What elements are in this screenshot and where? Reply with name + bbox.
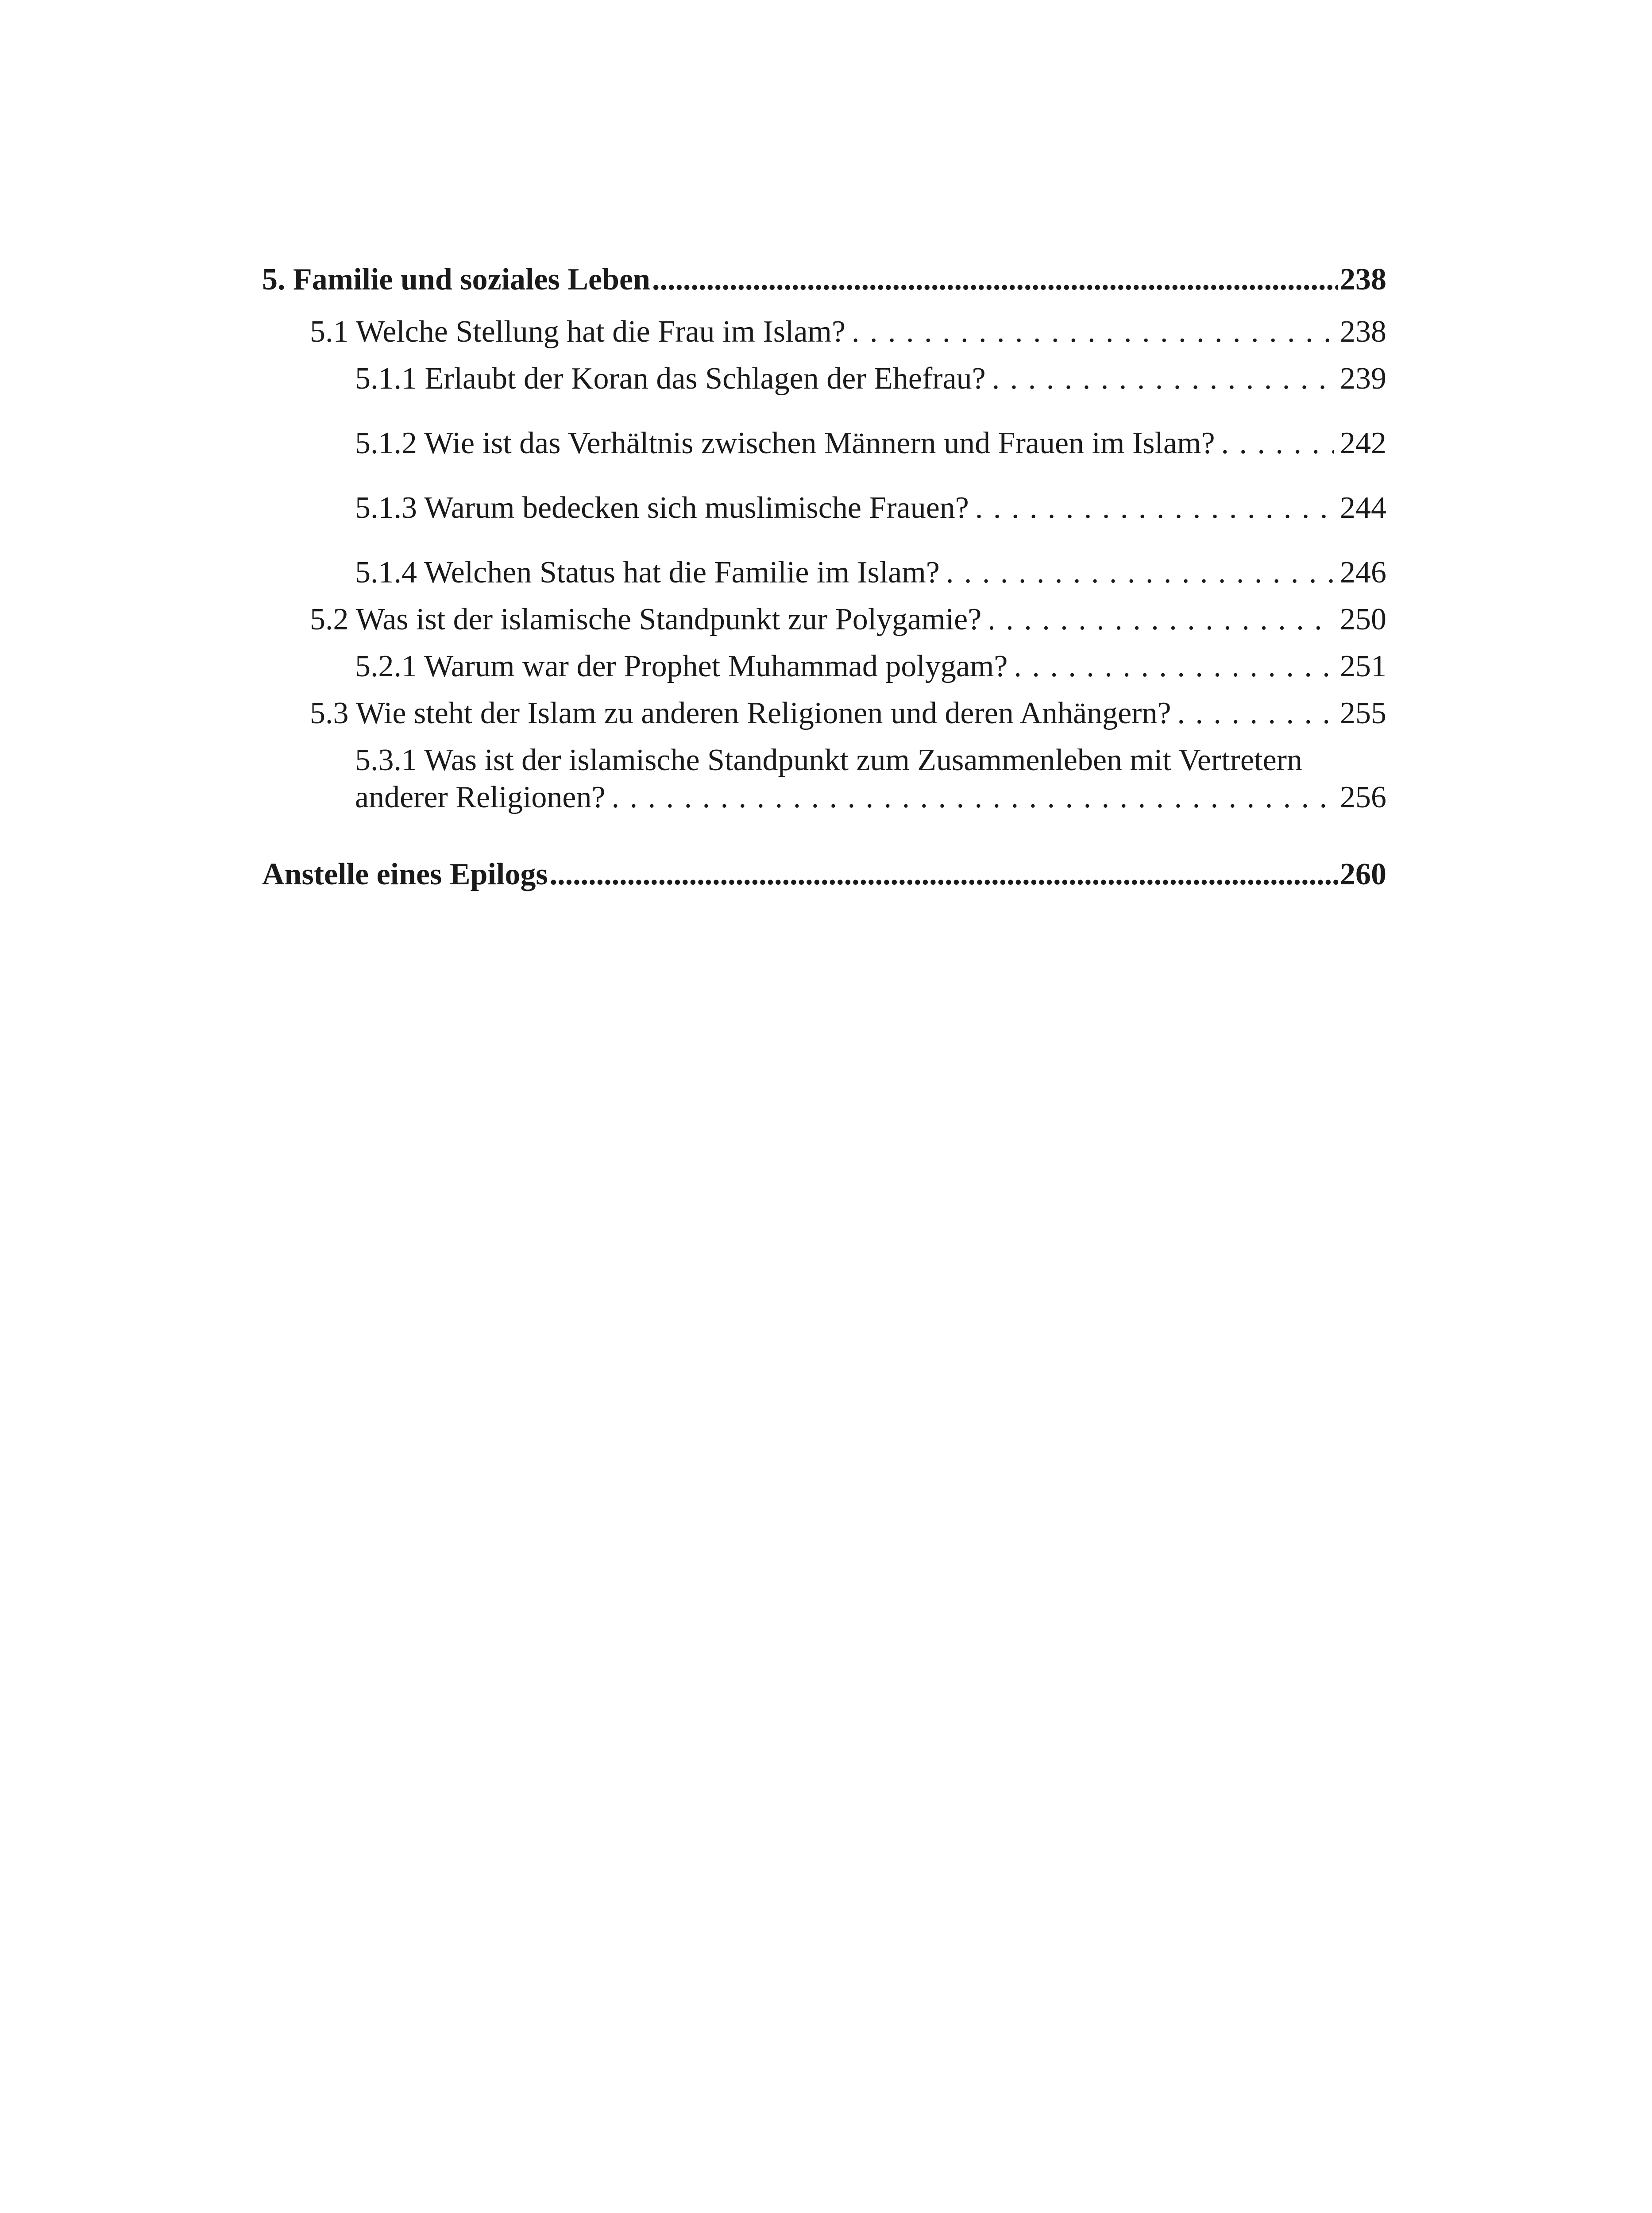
- toc-page-number: 256: [1340, 780, 1386, 814]
- toc-entry-5-1-3[interactable]: [262, 490, 1386, 527]
- toc-entry-title: 5.1.1 Erlaubt der Koran das Schlagen der Ehefrau?: [355, 362, 986, 396]
- toc-entry-title: 5.1.3 Warum bedecken sich muslimische Frauen?: [355, 491, 969, 525]
- dot-leader: [1177, 695, 1334, 732]
- toc-page-number: 251: [1340, 649, 1386, 683]
- toc-entry-title: Anstelle eines Epilogs: [262, 857, 548, 891]
- toc-page-number: 260: [1340, 857, 1386, 891]
- dot-leader: [1014, 648, 1334, 685]
- toc-entry-5-1-4[interactable]: [262, 554, 1386, 591]
- toc-page-number: 244: [1340, 491, 1386, 525]
- toc-page-number: 238: [1340, 262, 1386, 297]
- toc-entry-5-1[interactable]: [262, 313, 1386, 351]
- toc-entry-title: 5.2 Was ist der islamische Standpunkt zur Polygamie?: [310, 602, 982, 636]
- toc-chapter-5[interactable]: [262, 261, 1386, 298]
- dot-leader: [652, 261, 1338, 298]
- toc-entry-title: 5.2.1 Warum war der Prophet Muhammad polygam?: [355, 649, 1008, 683]
- toc-entry-title: 5.1 Welche Stellung hat die Frau im Islam?: [310, 315, 846, 349]
- toc-entry-5-3-1[interactable]: [262, 742, 1386, 816]
- toc-entry-title: 5.3 Wie steht der Islam zu anderen Religionen und deren Anhängern?: [310, 696, 1171, 730]
- dot-leader: [852, 313, 1334, 351]
- toc-entry-5-2[interactable]: [262, 601, 1386, 638]
- toc-entry-title: 5.1.2 Wie ist das Verhältnis zwischen Männern und Frauen im Islam?: [355, 426, 1215, 460]
- toc-page-number: 250: [1340, 602, 1386, 636]
- dot-leader: [612, 779, 1334, 816]
- table-of-contents: [262, 261, 1386, 893]
- dot-leader: [992, 360, 1334, 397]
- dot-leader: [988, 601, 1334, 638]
- toc-entry-title-line2: anderer Religionen?: [355, 780, 606, 814]
- dot-leader: [946, 554, 1334, 591]
- toc-entry-title-line1: 5.3.1 Was ist der islamische Standpunkt zum Zusammenleben mit Vertretern: [355, 743, 1302, 777]
- toc-page-number: 255: [1340, 696, 1386, 730]
- toc-entry-title: 5.1.4 Welchen Status hat die Familie im Islam?: [355, 555, 940, 590]
- toc-entry-5-2-1[interactable]: [262, 648, 1386, 685]
- dot-leader: [975, 490, 1334, 527]
- dot-leader: [550, 856, 1338, 893]
- toc-entry-5-1-1[interactable]: [262, 360, 1386, 397]
- toc-entry-5-1-2[interactable]: [262, 425, 1386, 462]
- toc-page-number: 246: [1340, 555, 1386, 590]
- toc-page-number: 238: [1340, 315, 1386, 349]
- toc-entry-5-3[interactable]: [262, 695, 1386, 732]
- toc-epilog[interactable]: [262, 856, 1386, 893]
- toc-entry-title: 5. Familie und soziales Leben: [262, 262, 650, 297]
- toc-page-number: 242: [1340, 426, 1386, 460]
- dot-leader: [1221, 425, 1334, 462]
- toc-page-number: 239: [1340, 362, 1386, 396]
